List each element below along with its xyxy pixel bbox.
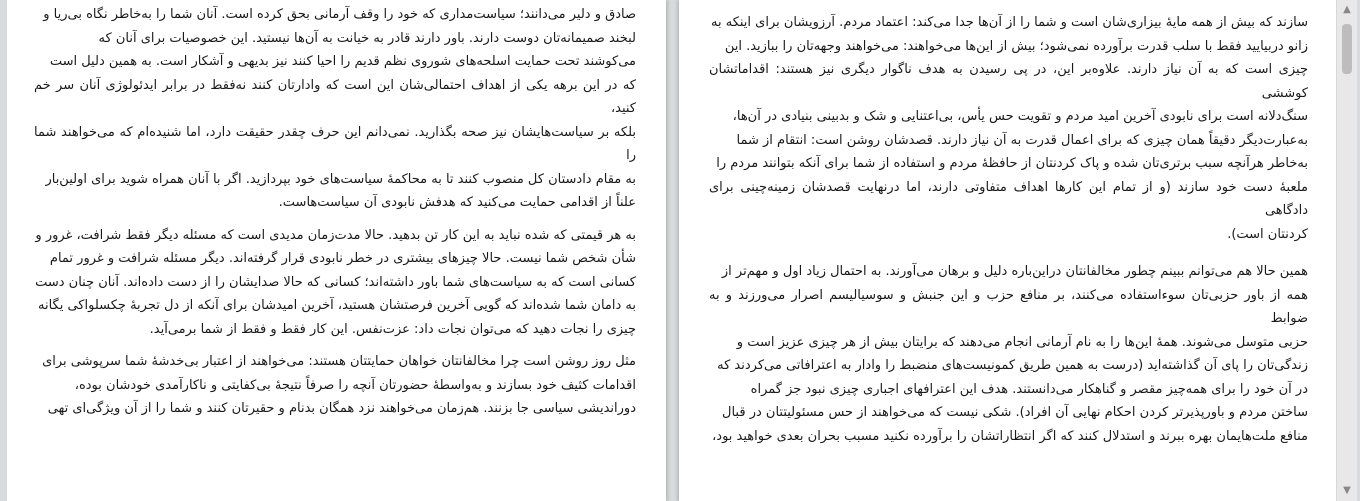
- right-paragraph-2: همین حالا هم می‌توانم ببینم چطور مخالفانتان دراین‌باره دلیل و برهان می‌آورند. به احتمال زیاد اول و مهم‌تر از همه از باور حزبی‌تان سوءاستفاده می‌کنند، بر منافع حزب و این جنبش و سوسیالیسم اصرار می‌ورزند و به ضوابط حزبی متوسل می‌شوند. همهٔ این‌ها را به نام آرمانی انجام می‌دهند که برایتان بیش از هر چیزی عزیز است و زندگی‌تان را پای آن گذاشته‌اید (درست به همین طریق کمونیست‌های منضبط را وادار به اعترافاتی می‌کردند که در آن خود را برای همه‌چیز مقصر و گناهکار می‌دانستند. هدف این اعترافهای اجباری چیزی نبود جز گمراه ساختن مردم و باورپذیرتر کردن احکام نهایی آن افراد). شکی نیست که می‌خواهند از حس مسئولیتتان در قبال منافع ملت‌هایمان بهره ببرند و استدلال کنند که اگر انتظاراتشان را برآورده نکنید مسبب بحران بعدی خواهید بود،: [709, 264, 1308, 444]
- vertical-scrollbar[interactable]: [1337, 0, 1357, 501]
- left-page: [7, 0, 666, 501]
- left-paragraph-1: صادق و دلیر می‌دانند؛ سیاست‌مداری که خود را وقف آرمانی بحق کرده است. آنان شما را به‌خاطر نگاه بی‌ریا و لبخند صمیمانه‌تان دوست دارند. باور دارند قادر به خیانت به آن‌ها نیستید. این خصوصیات برای آنان که می‌کوشند تحت حمایت اسلحه‌های شوروی نظم قدیم را احیا کنند نیز بدیهی و آشکار است. به همین دلیل است که در این برهه یکی از اهداف احتمالی‌شان این است که وادارتان کنند نه‌فقط در برابر ایدئولوژی آنان سر خم کنید، بلکه بر سیاست‌هایشان نیز صحه بگذارید. نمی‌دانم این حرف چقدر حقیقت دارد، اما شنیده‌ام که می‌خواهند شما را به مقام دادستان کل منصوب کنند تا به محاکمهٔ سیاست‌های خود بپردازید. اگر با آنان همراه شوید برای اولین‌بار علناً از اقدامی حمایت می‌کنید که هدفش نابودی آن سیاست‌هاست.: [34, 7, 636, 210]
- scroll-thumb[interactable]: [1342, 24, 1352, 74]
- right-paragraph-1: سازند که بیش از همه مایهٔ بیزاری‌شان است و شما را از آن‌ها جدا می‌کند: اعتماد مردم. آرزویشان برای اینکه به زانو دربیایید فقط با سلب قدرت برآورده نمی‌شود؛ بیش از این‌ها می‌خواهند: می‌خواهند وجهه‌تان را ببازید. این چیزی است که به آن نیاز دارند. علاوه‌بر این، در پی رسیدن به هدف ناگوار دیگری نیز هستند: اقداماتشان کوششی سنگ‌دلانه است برای نابودی آخرین امید مردم و تقویت حس یأس، بی‌اعتنایی و شک و بدبینی بنیادی در آن‌ها، به‌عبارت‌دیگر دقیقاً همان چیزی که برای اعمال قدرت به آن نیاز دارند. قصدشان روشن است: انتقام از شما به‌خاطر هرآنچه سبب برتری‌تان شده و پاک کردنتان از حافظهٔ مردم و استفاده از شما برای آنکه بتوانند مردم را ملعبهٔ دست خود سازند (و از تمام این کارها اهداف متفاوتی دارند، اما درنهایت قصدشان زمینه‌چینی برای دادگاهی کردنتان است).: [709, 15, 1308, 242]
- scroll-down-icon[interactable]: ▼: [1343, 485, 1351, 496]
- left-paragraph-2: به هر قیمتی که شده نباید به این کار تن بدهید. حالا مدت‌زمان مدیدی است که مسئله دیگر فقط شرافت، غرور و شأن شخص شما نیست. حالا چیزهای بیشتری در خطر نابودی قرار گرفته‌اند. دیگر مسئله شرافت و غرور تمام کسانی است که به سیاست‌های شما باور داشته‌اند؛ کسانی که حالا صدایشان را از دست داده‌اند. آنان چنان دست به دامان شما شده‌اند که گویی آخرین فرصتشان هستید، آخرین امیدشان برای آنکه از دل تجربهٔ چکسلواکی یگانه چیزی را نجات دهید که می‌توان نجات داد: عزت‌نفس. این کار فقط و فقط از شما برمی‌آید.: [35, 227, 636, 337]
- scroll-up-icon[interactable]: ▲: [1343, 4, 1351, 15]
- right-page: [679, 0, 1336, 501]
- left-paragraph-3: مثل روز روشن است چرا مخالفانتان خواهان حمایتتان هستند: می‌خواهند از اعتبار بی‌خدشهٔ شما سرپوشی برای اقدامات کثیف خود بسازند و به‌واسطهٔ حضورتان آنچه را صرفاً نتیجهٔ بی‌کفایتی و ناکارآمدی خودشان بوده، دوراندیشی سیاسی جا بزنند. هم‌زمان می‌خواهند نزد همگان بدنام و حقیرتان کنند و شما را از آن ویژگی‌ای تهی: [42, 354, 636, 416]
